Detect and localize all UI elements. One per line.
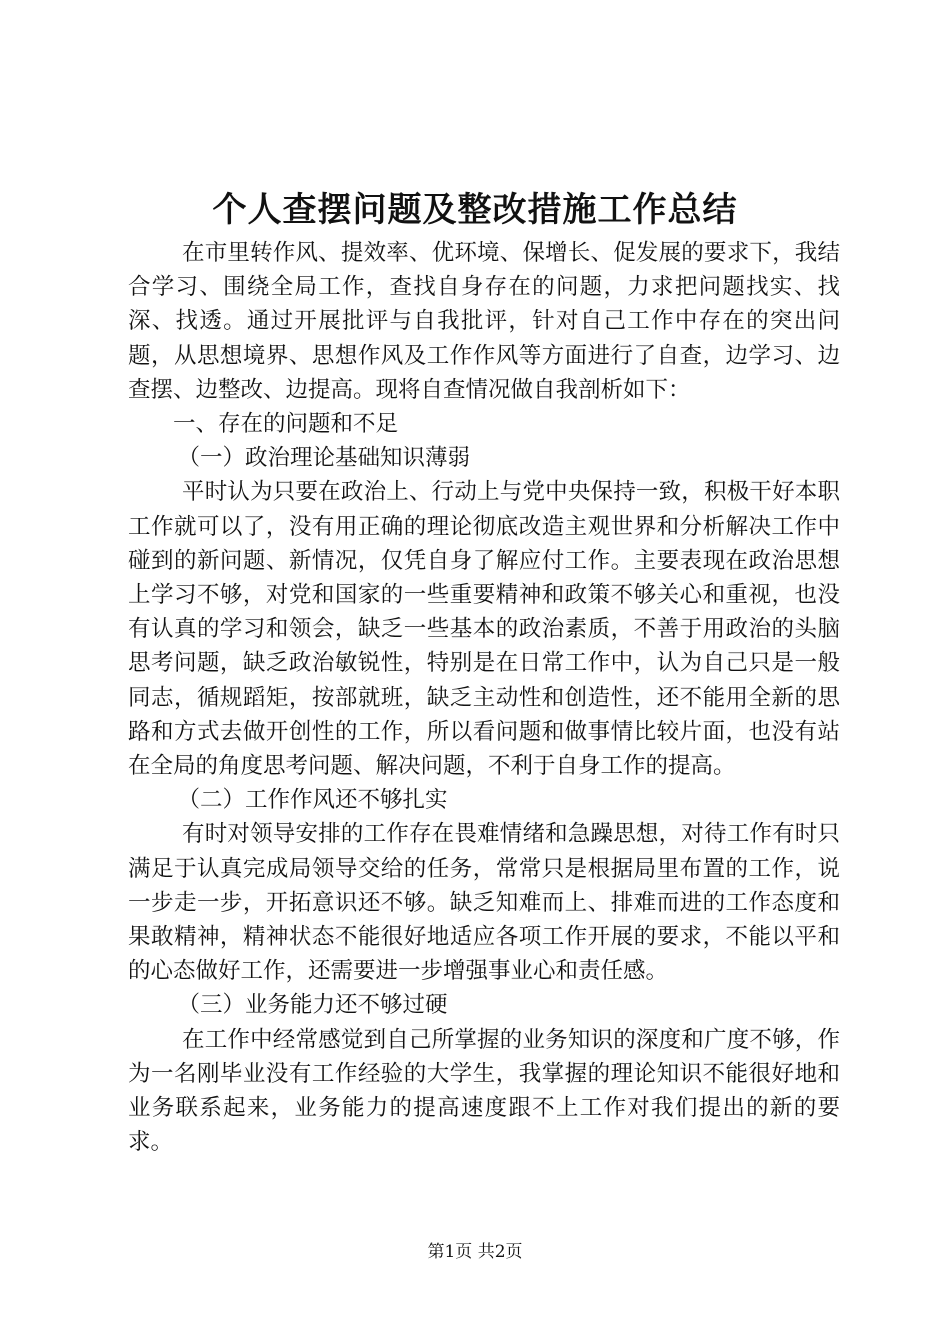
document-body [128,236,840,1159]
intro-paragraph: 在市里转作风、提效率、优环境、保增长、促发展的要求下，我结合学习、围绕全局工作，查找自身存在的问题，力求把问题找实、找深、找透。通过开展批评与自我批评，针对自己工作中存在的突出问题，从思想境界、思想作风及工作作风等方面进行了自查，边学习、边查摆、边整改、边提高。现将自查情况做自我剖析如下： [128,240,840,403]
document-title: 个人查摆问题及整改措施工作总结 [212,190,738,230]
body-paragraph-2: 有时对领导安排的工作存在畏难情绪和急躁思想，对待工作有时只满足于认真完成局领导交给的任务，常常只是根据局里布置的工作，说一步走一步，开拓意识还不够。缺乏知难而上、排难而进的工作态度和果敢精神，精神状态不能很好地适应各项工作开展的要求，不能以平和的心态做好工作，还需要进一步增强事业心和责任感。 [128,821,840,985]
body-paragraph-3: 在工作中经常感觉到自己所掌握的业务知识的深度和广度不够，作为一名刚毕业没有工作经验的大学生，我掌握的理论知识不能很好地和业务联系起来，业务能力的提高速度跟不上工作对我们提出的新的要求。 [128,1026,840,1156]
body-paragraph-1: 平时认为只要在政治上、行动上与党中央保持一致，积极干好本职工作就可以了，没有用正确的理论彻底改造主观世界和分析解决工作中碰到的新问题、新情况，仅凭自身了解应付工作。主要表现在政治思想上学习不够，对党和国家的一些重要精神和政策不够关心和重视，也没有认真的学习和领会，缺乏一些基本的政治素质，不善于用政治的头脑思考问题，缺乏政治敏锐性，特别是在日常工作中，认为自己只是一般同志，循规蹈矩，按部就班，缺乏主动性和创造性，还不能用全新的思路和方式去做开创性的工作，所以看问题和做事情比较片面，也没有站在全局的角度思考问题、解决问题，不利于自身工作的提高。 [128,479,840,780]
subsection-heading-1: （一）政治理论基础知识薄弱 [177,445,471,472]
subsection-heading-3: （三）业务能力还不够过硬 [177,992,448,1019]
page-number-footer: 第1页 共2页 [427,1242,523,1262]
section-heading-1: 一、存在的问题和不足 [173,411,399,438]
subsection-heading-2: （二）工作作风还不够扎实 [177,787,448,814]
